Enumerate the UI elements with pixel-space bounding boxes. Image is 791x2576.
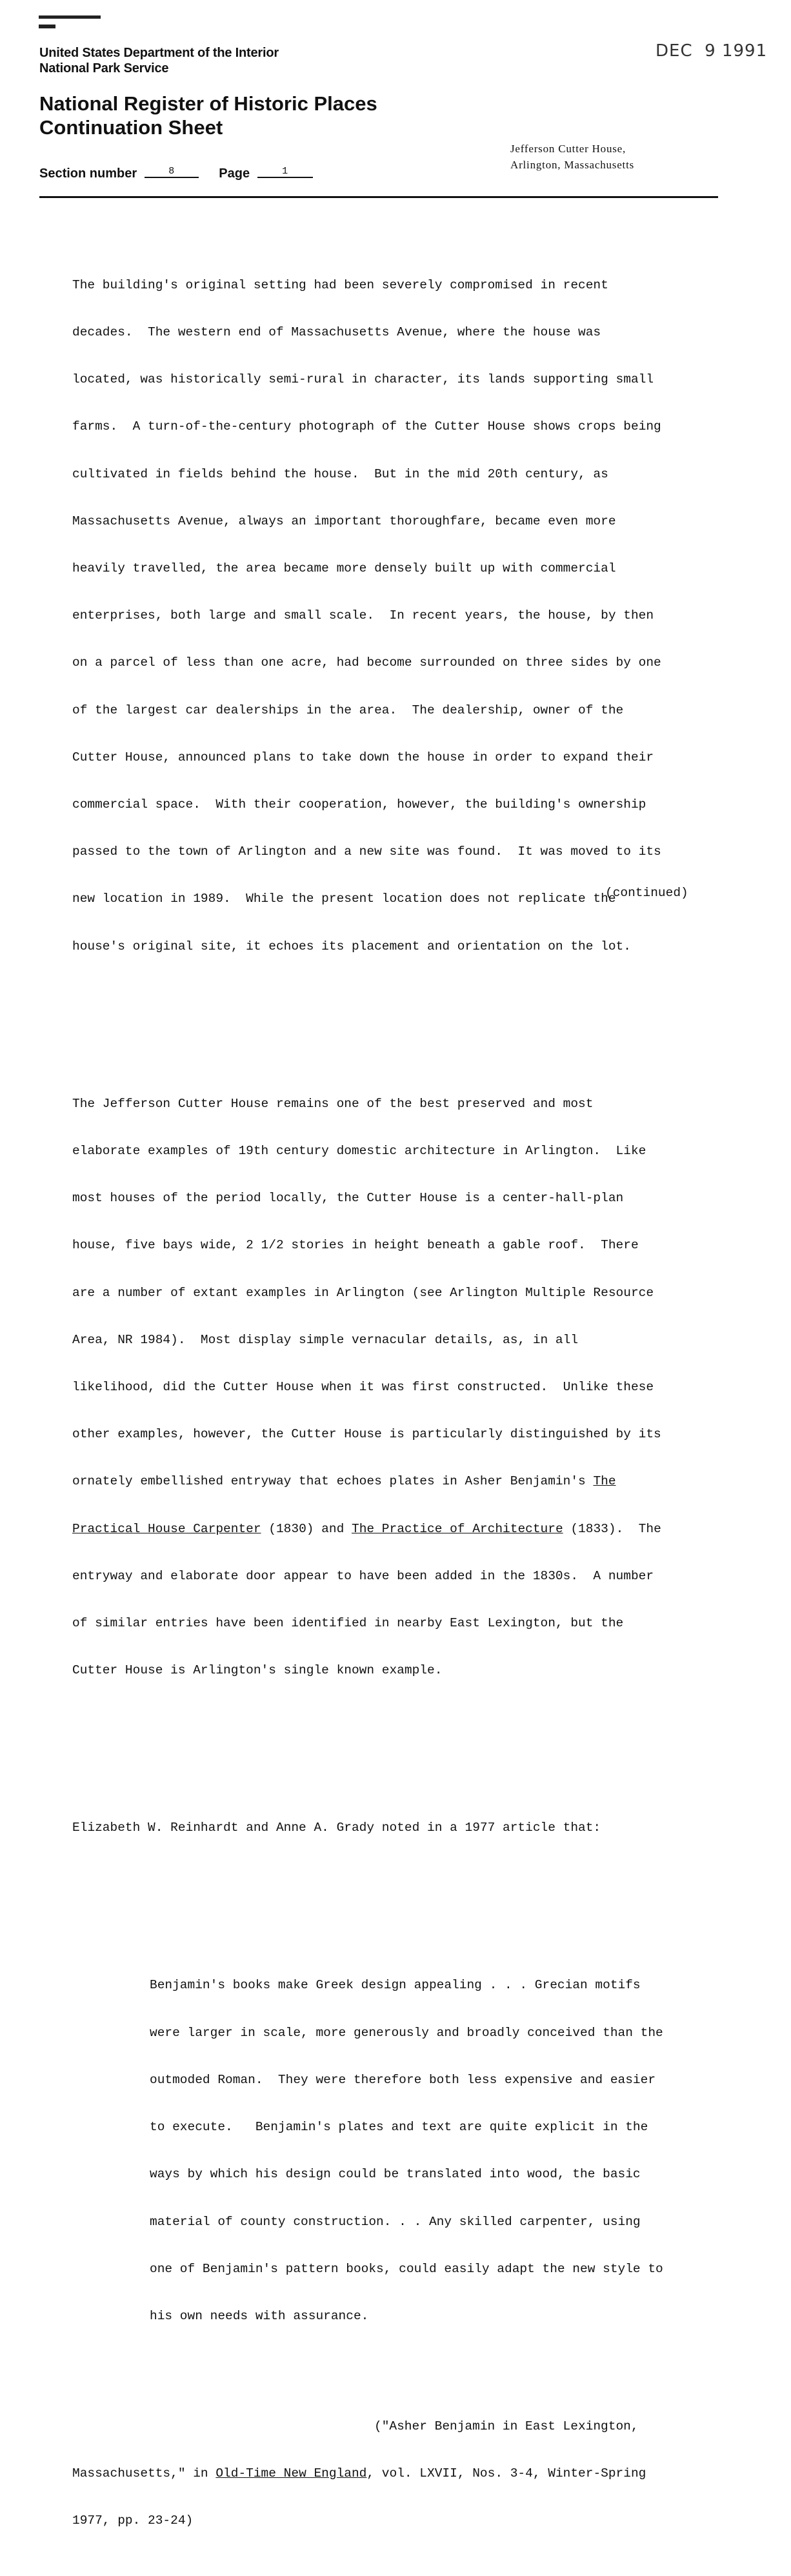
agency-service: National Park Service <box>39 61 169 75</box>
paragraph-citation-intro <box>72 1789 737 1868</box>
document-body <box>72 214 737 2576</box>
text-line: Cutter House is Arlington's single known example. <box>72 1663 443 1678</box>
book-title-underlined: The <box>593 1474 616 1489</box>
property-name: Jefferson Cutter House, <box>510 143 626 155</box>
date-stamp: DEC 9 1991 <box>656 41 768 61</box>
text-line: passed to the town of Arlington and a new site was found. It was moved to its <box>72 844 661 859</box>
property-location: Arlington, Massachusetts <box>510 159 635 171</box>
text-line: decades. The western end of Massachusetts Avenue, where the house was <box>72 324 601 339</box>
text-line: Massachusetts Avenue, always an important thoroughfare, became even more <box>72 514 616 528</box>
quote-line: one of Benjamin's pattern books, could easily adapt the new style to <box>150 2261 663 2276</box>
section-number-field: 8 <box>145 166 199 178</box>
text-line: located, was historically semi-rural in character, its lands supporting small <box>72 372 654 387</box>
text-line: house's original site, it echoes its placement and orientation on the lot. <box>72 939 631 954</box>
text-line: of similar entries have been identified in nearby East Lexington, but the <box>72 1616 624 1631</box>
quote-line: outmoded Roman. They were therefore both less expensive and easier <box>150 2072 656 2087</box>
text-segment: ornately embellished entryway that echoes plates in Asher Benjamin's <box>72 1474 594 1489</box>
quote-line: his own needs with assurance. <box>150 2308 369 2323</box>
agency-department: United States Department of the Interior <box>39 46 279 60</box>
header-divider <box>39 196 718 198</box>
text-line <box>72 1521 737 1537</box>
text-segment: (1833). The <box>563 1521 661 1536</box>
text-line: farms. A turn-of-the-century photograph of the Cutter House shows crops being <box>72 419 661 434</box>
paragraph-architecture <box>72 1064 737 1710</box>
book-title-underlined: Practical House Carpenter <box>72 1521 261 1536</box>
block-quote <box>150 1946 737 2356</box>
text-line: enterprises, both large and small scale. In recent years, the house, by then <box>72 608 654 623</box>
text-segment: Massachusetts," in <box>72 2466 216 2481</box>
text-segment: , vol. LXVII, Nos. 3-4, Winter-Spring <box>366 2466 646 2481</box>
text-line: house, five bays wide, 2 1/2 stories in height beneath a gable roof. There <box>72 1238 639 1253</box>
section-label: Section number <box>39 166 137 181</box>
title-register: National Register of Historic Places <box>39 92 377 115</box>
title-sheet: Continuation Sheet <box>39 116 223 139</box>
text-line: of the largest car dealerships in the area. The dealership, owner of the <box>72 703 624 717</box>
text-line: heavily travelled, the area became more densely built up with commercial <box>72 561 616 575</box>
section-page-line <box>39 166 313 181</box>
paragraph-setting <box>72 246 737 986</box>
text-line: are a number of extant examples in Arlington (see Arlington Multiple Resource <box>72 1285 654 1300</box>
journal-title-underlined: Old-Time New England <box>215 2466 367 2481</box>
continued-note: (continued) <box>605 886 688 900</box>
text-line: new location in 1989. While the present location does not replicate the <box>72 892 616 906</box>
text-line: likelihood, did the Cutter House when it was first constructed. Unlike these <box>72 1380 654 1395</box>
text-line: Area, NR 1984). Most display simple vernacular details, as, in all <box>72 1332 579 1347</box>
text-line: The building's original setting had been severely compromised in recent <box>72 277 608 292</box>
quote-line: to execute. Benjamin's plates and text are quite explicit in the <box>150 2120 648 2135</box>
quote-line: material of county construction. . . Any skilled carpenter, using <box>150 2214 641 2229</box>
quote-line: Benjamin's books make Greek design appealing . . . Grecian motifs <box>150 1978 641 1993</box>
citation-line: ("Asher Benjamin in East Lexington, <box>374 2419 639 2433</box>
text-line: elaborate examples of 19th century domestic architecture in Arlington. Like <box>72 1143 646 1158</box>
text-segment: (1830) and <box>261 1521 352 1536</box>
text-line: Elizabeth W. Reinhardt and Anne A. Grady noted in a 1977 article that: <box>72 1821 601 1835</box>
quote-line: ways by which his design could be translated into wood, the basic <box>150 2167 641 2182</box>
text-line: The Jefferson Cutter House remains one of the best preserved and most <box>72 1096 594 1111</box>
book-title-underlined: The Practice of Architecture <box>352 1521 563 1536</box>
text-line: on a parcel of less than one acre, had become surrounded on three sides by one <box>72 655 661 670</box>
page-title <box>39 92 377 139</box>
agency-block <box>39 45 279 76</box>
text-line: Cutter House, announced plans to take down the house in order to expand their <box>72 750 654 764</box>
page-number-field: 1 <box>257 166 313 178</box>
text-line: most houses of the period locally, the Cutter House is a center-hall-plan <box>72 1191 624 1206</box>
quote-line: were larger in scale, more generously and broadly conceived than the <box>150 2025 663 2040</box>
citation-line: 1977, pp. 23-24) <box>72 2513 194 2528</box>
text-line: other examples, however, the Cutter House is particularly distinguished by its <box>72 1427 661 1442</box>
text-line: commercial space. With their cooperation, however, the building's ownership <box>72 797 646 812</box>
text-line <box>72 1473 737 1489</box>
citation-line <box>72 2466 737 2481</box>
form-number-mark <box>39 14 103 31</box>
text-line: cultivated in fields behind the house. But in the mid 20th century, as <box>72 466 608 481</box>
property-identification <box>510 141 634 173</box>
page-label: Page <box>219 166 250 181</box>
text-line: entryway and elaborate door appear to have been added in the 1830s. A number <box>72 1568 654 1583</box>
citation <box>72 2387 737 2560</box>
